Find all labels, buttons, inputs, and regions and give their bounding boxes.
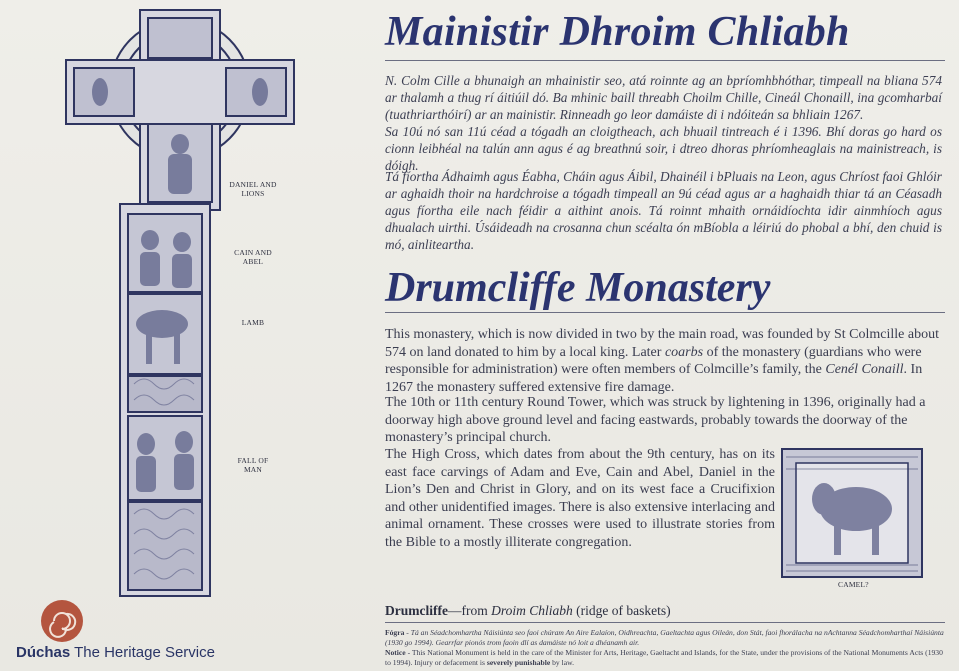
caption-place: Drumcliffe [385,603,448,618]
logo-brand: Dúchas [16,644,71,661]
english-notice: Notice - This National Monument is held in the care of the Minister for Arts, Heritage, Gaeltacht and Islands, for the State, under the provisions of the National Monuments Acts (1930 to 1994). Injury or defacement is severely punishable by law. [385,648,943,667]
label-fall-of-man: FALL OF MAN [237,456,269,474]
duchas-logo [14,598,214,668]
high-cross-illustration [50,4,310,599]
label-lamb: LAMB [241,318,265,327]
english-paragraph-2: The 10th or 11th century Round Tower, which was struck by lightening in 1396, originally had a doorway high above ground level and facing eastwards, probably towards the doorway of the monastery’s principal church. [385,395,926,445]
label-daniel-and-lions: DANIEL AND LIONS [229,180,277,198]
caption-irish: Droim Chliabh [491,603,573,618]
fogra-notice: Fógra - Tá an Séadchomhartha Náisiúnta seo faoi chúram An Aire Ealaíon, Oidhreachta, Gaeltachta agus Oileán, don Stát, faoi fhorálacha na nAchtanna Séadchomharthaí Náisiúnta (1930 go 1994). Gearrfar pionós trom faoin dlí as damáiste nó loit a dhéanamh air. [385,628,944,647]
irish-paragraph-1: N. Colm Cille a bhunaigh an mhainistir seo, atá roinnte ag an bpríomhbhóthar, timpeall na bliana 574 ar thalamh a thug rí áitiúil dó. Ba mhinic baill threabh Choilm Chille, Cineál Chonaill, ina gcomharbaí (tuathriarthóirí) ar an mainistir. Rinneadh go leor damáiste di i ndóiteán sa bhliain 1267. [385,73,942,122]
english-title-underline [385,312,945,313]
fogra-label: Fógra [385,628,405,637]
logo-tagline: The Heritage Service [70,644,215,661]
logo-wordmark [16,644,215,661]
camel-carving-illustration [780,447,924,579]
term-cenel-conaill: Cenél Conaill [825,362,904,377]
high-cross-drawing [50,4,310,599]
irish-paragraph-3: Tá fíortha Ádhaimh agus Éabha, Cháin agus Áibil, Dhainéil i bPluais na Leon, agus Chríost faoi Ghlóir ar aghaidh thoir na hardchroise a tógadh timpeall an 9ú céad agus ar a haghaidh thiar tá an Céasadh agus fíortha eile nach féidir a aithint anois. Tá roinnt mhaith ornáidíochta idir ainmhíoch agus dhualach uirthi. Úsáideadh na crosanna chun scéalta ón mBíobla a léiriú do phobal a bhí, den chuid is mó, ainliteartha. [385,169,942,252]
english-paragraph-1: This monastery, which is now divided in two by the main road, was founded by St Colmcille about 574 on land donated to him by a local king. Later coarbs of the monastery (guardians who were responsible for administration) were often members of Colmcille’s family, the Cenél Conaill. In 1267 the monastery suffered extensive fire damage. [385,327,939,395]
notice-emphasis: severely punishable [486,658,551,667]
camel-drawing [780,447,924,579]
term-coarbs: coarbs [664,344,704,360]
irish-paragraph-2: Sa 10ú nó san 11ú céad a tógadh an cloigtheach, ach bhuail tintreach é i 1396. Bhí doras go hard os cionn leibhéal na talún ann agus é ag breathnú soir, i dtreo dhoras phríomheaglais na mainistreach, is dóigh. [385,124,942,173]
footer-divider [385,622,945,623]
caption-drumcliffe-etymology: Drumcliffe—from Droim Chliabh (ridge of baskets) [385,603,671,618]
title-english: Drumcliffe Monastery [385,265,771,311]
label-cain-and-abel: CAIN AND ABEL [234,248,272,266]
triskele-logo-icon [36,598,88,644]
title-irish: Mainistir Dhroim Chliabh [385,9,850,55]
title-underline [385,60,945,61]
notice-label: Notice [385,648,406,657]
english-paragraph-3: The High Cross, which dates from about the 9th century, has on its east face carvings of Adam and Eve, Cain and Abel, Daniel in the Lion’s Den and Christ in Glory, and on its west face a Crucifixion and other unidentified images. There is also extensive interlacing and animal ornament. These crosses were used to illustrate stories from the Bible to a mostly illiterate congregation. [385,447,775,550]
label-camel: CAMEL? [838,580,869,589]
